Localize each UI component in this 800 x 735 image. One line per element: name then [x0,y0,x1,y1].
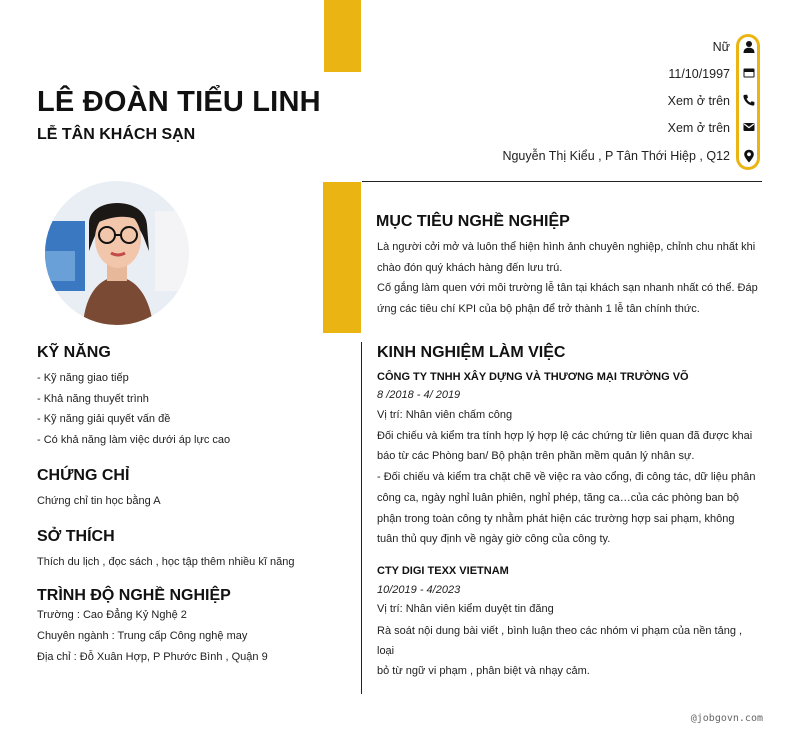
mail-icon [742,120,756,134]
hobbies-heading: SỞ THÍCH [37,528,115,545]
job-line: Vị trí: Nhân viên kiểm duyệt tin đăng [377,603,554,615]
person-icon [742,40,756,54]
job-line: báo từ các Phòng ban/ Bộ phận trên phần mềm quản lý nhân sự. [377,450,695,462]
job-date: 8 /2018 - 4/ 2019 [377,389,461,401]
contact-email: Xem ở trên [667,121,730,135]
job-line: tuân thủ quy định về ngày giờ công của công ty. [377,533,611,545]
job-line: phận trong toàn công ty nhằm phát hiện các trường hợp sai phạm, không [377,513,735,525]
contact-gender: Nữ [712,40,730,54]
job-line: loại [377,645,395,657]
skill-item: - Có khả năng làm việc dưới áp lực cao [37,434,231,446]
job-line: Đối chiếu và kiểm tra tính hợp lý hợp lệ các chứng từ liên quan đã được khai [377,430,753,442]
objective-line: Là người cởi mở và luôn thể hiện hình ảnh chuyên nghiệp, chỉnh chu nhất khi [377,241,756,253]
skill-item: - Kỹ năng giải quyết vấn đề [37,413,171,425]
certificates-heading: CHỨNG CHỈ [37,467,130,484]
education-heading: TRÌNH ĐỘ NGHỀ NGHIỆP [37,587,231,604]
objective-heading: MỤC TIÊU NGHỀ NGHIỆP [376,213,570,230]
job-line: Rà soát nội dung bài viết , bình luận theo các nhóm vi phạm của nền tảng , [377,625,743,637]
calendar-icon [742,66,756,80]
column-divider [361,342,362,694]
skill-item: - Kỹ năng giao tiếp [37,372,129,384]
objective-line: Cố gắng làm quen với môi trường lễ tân tại khách sạn nhanh nhất có thể. Đáp [377,282,758,294]
education-item: Địa chỉ : Đỗ Xuân Hợp, P Phước Bình , Quận 9 [37,651,268,663]
accent-bar-middle [323,182,361,333]
contact-address: Nguyễn Thị Kiểu , P Tân Thới Hiệp , Q12 [502,149,730,163]
hobby-item: Thích du lịch , đọc sách , học tập thêm nhiều kĩ năng [37,556,295,568]
phone-icon [742,93,756,107]
experience-heading: KINH NGHIỆM LÀM VIỆC [377,344,566,361]
job-line: Vị trí: Nhân viên chấm công [377,409,513,421]
accent-bar-top [324,0,361,72]
education-item: Trường : Cao Đẳng Kỷ Nghệ 2 [37,609,187,621]
company-name: CÔNG TY TNHH XÂY DỰNG VÀ THƯƠNG MẠI TRƯỜNG VÕ [377,371,689,383]
company-name: CTY DIGI TEXX VIETNAM [377,565,509,577]
footer-watermark: @jobgovn.com [690,713,763,724]
profile-photo [45,181,189,325]
job-line: bỏ từ ngữ vi phạm , phân biệt và nhạy cảm. [377,665,590,677]
candidate-name: LÊ ĐOÀN TIỂU LINH [37,86,321,118]
header-divider [362,181,762,182]
skill-item: - Khả năng thuyết trình [37,393,149,405]
job-line: - Đối chiếu và kiểm tra chặt chẽ về việc ra vào cổng, đi công tác, dữ liệu phân [377,471,756,483]
contact-birthdate: 11/10/1997 [668,67,730,81]
location-pin-icon [742,149,756,163]
objective-line: ứng các tiêu chí KPI của bộ phận để trở thành 1 lễ tân chính thức. [377,303,700,315]
certificate-item: Chứng chỉ tin học bằng A [37,495,161,507]
contact-phone: Xem ở trên [667,94,730,108]
job-line: công ca, ngày nghỉ luân phiên, nghỉ phép, tăng ca…của các phòng ban bộ [377,492,740,504]
objective-line: chào đón quý khách hàng đến lưu trú. [377,262,563,274]
job-date: 10/2019 - 4/2023 [377,584,461,596]
avatar [45,181,189,325]
job-title: LỄ TÂN KHÁCH SẠN [37,126,196,143]
education-item: Chuyên ngành : Trung cấp Công nghệ may [37,630,248,642]
skills-heading: KỸ NĂNG [37,344,111,361]
